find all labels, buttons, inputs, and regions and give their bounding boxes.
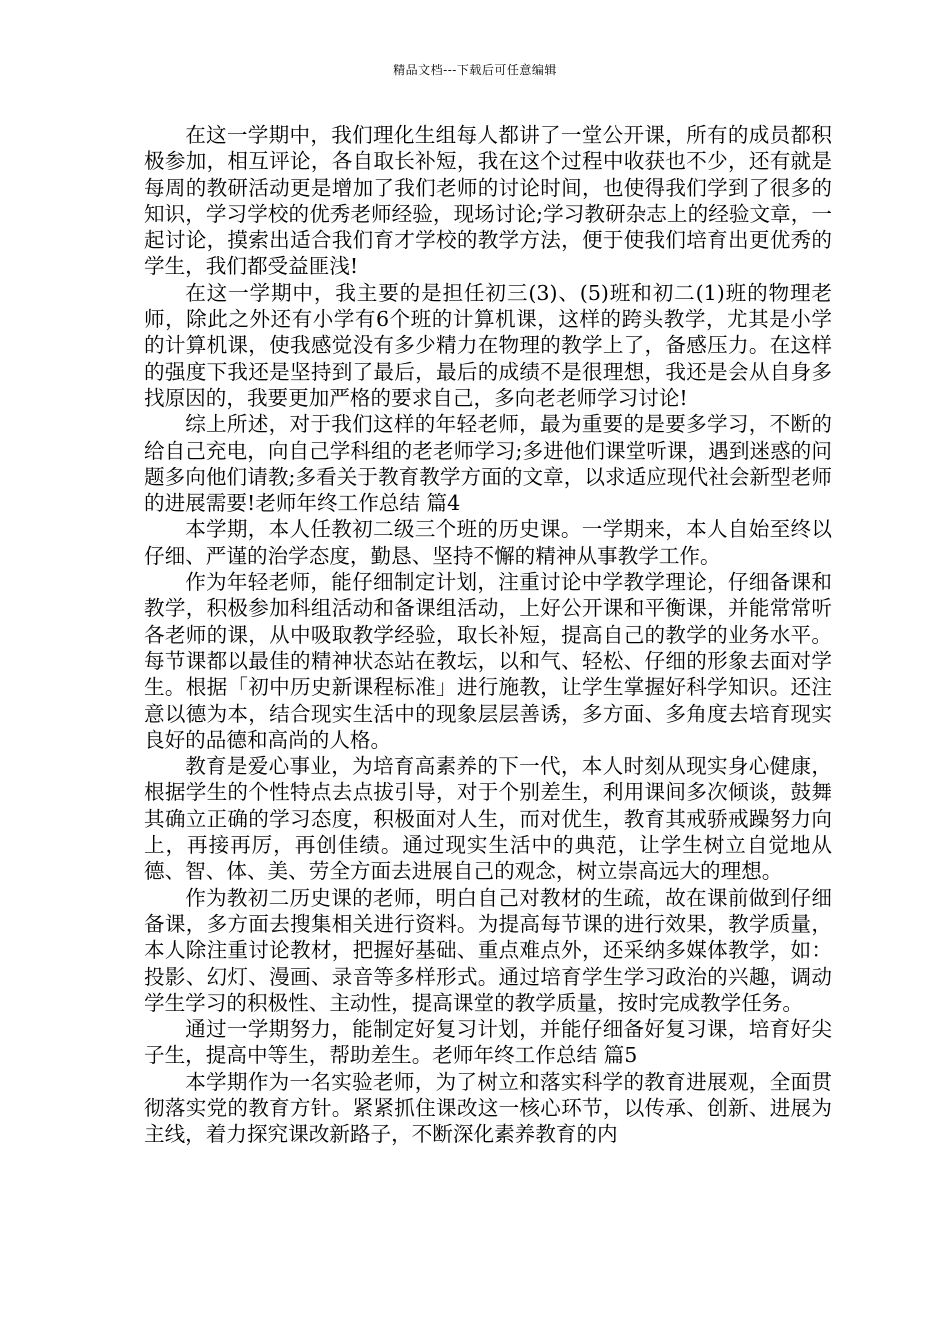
paragraph-5: 作为年轻老师，能仔细制定计划，注重讨论中学教学理论，仔细备课和教学，积极参加科组活动和备课组活动，上好公开课和平衡课，并能常常听各老师的课，从中吸取教学经验，取长补短，提高自己的教学的业务水平。每节课都以最佳的精神状态站在教坛，以和气、轻松、仔细的形象去面对学生。根据「初中历史新课程标准」进行施教，让学生掌握好科学知识。还注意以德为本，结合现实生活中的现象层层善诱，多方面、多角度去培育现实良好的品德和高尚的人格。: [144, 570, 832, 752]
paragraph-8: 通过一学期努力，能制定好复习计划，并能仔细备好复习课，培育好尖子生，提高中等生，帮助差生。老师年终工作总结 篇5: [144, 1017, 832, 1068]
paragraph-3: 综上所述，对于我们这样的年轻老师，最为重要的是要多学习，不断的给自己充电，向自己学科组的老老师学习;多进他们课堂听课，遇到迷惑的问题多向他们请教;多看关于教育教学方面的文章，以求适应现代社会新型老师的进展需要!老师年终工作总结 篇4: [144, 412, 832, 516]
paragraph-7: 作为教初二历史课的老师，明白自己对教材的生疏，故在课前做到仔细备课，多方面去搜集相关进行资料。为提高每节课的进行效果，教学质量，本人除注重讨论教材，把握好基础、重点难点外，还采纳多媒体教学，如：投影、幻灯、漫画、录音等多样形式。通过培育学生学习政治的兴趣，调动学生学习的积极性、主动性，提高课堂的教学质量，按时完成教学任务。: [144, 885, 832, 1015]
paragraph-9: 本学期作为一名实验老师，为了树立和落实科学的教育进展观，全面贯彻落实党的教育方针。紧紧抓住课改这一核心环节，以传承、创新、进展为主线，着力探究课改新路子，不断深化素养教育的内: [144, 1069, 832, 1147]
paragraph-2: 在这一学期中，我主要的是担任初三(3)、(5)班和初二(1)班的物理老师，除此之外还有小学有6个班的计算机课，这样的跨头教学，尤其是小学的计算机课，使我感觉没有多少精力在物理的教学上了，备感压力。在这样的强度下我还是坚持到了最后，最后的成绩不是很理想，我还是会从自身多找原因的，我要更加严格的要求自己，多向老老师学习讨论!: [144, 280, 832, 410]
paragraph-1: 在这一学期中，我们理化生组每人都讲了一堂公开课，所有的成员都积极参加，相互评论，各自取长补短，我在这个过程中收获也不少，还有就是每周的教研活动更是增加了我们老师的讨论时间，也使得我们学到了很多的知识，学习学校的优秀老师经验，现场讨论;学习教研杂志上的经验文章，一起讨论，摸索出适合我们育才学校的教学方法，便于使我们培育出更优秀的学生，我们都受益匪浅!: [144, 123, 832, 279]
page-header: 精品文档---下载后可任意编辑: [393, 63, 557, 77]
paragraph-6: 教育是爱心事业，为培育高素养的下一代，本人时刻从现实身心健康，根据学生的个性特点去点拔引导，对于个别差生，利用课间多次倾谈，鼓舞其确立正确的学习态度，积极面对人生，而对优生，教育其戒骄戒躁努力向上，再接再厉，再创佳绩。通过现实生活中的典范，让学生树立自觉地从德、智、体、美、劳全方面去进展自己的观念，树立崇高远大的理想。: [144, 754, 832, 884]
document-body: [144, 122, 832, 1148]
paragraph-4: 本学期，本人任教初二级三个班的历史课。一学期来，本人自始至终以仔细、严谨的治学态度，勤恳、坚持不懈的精神从事教学工作。: [144, 517, 832, 568]
